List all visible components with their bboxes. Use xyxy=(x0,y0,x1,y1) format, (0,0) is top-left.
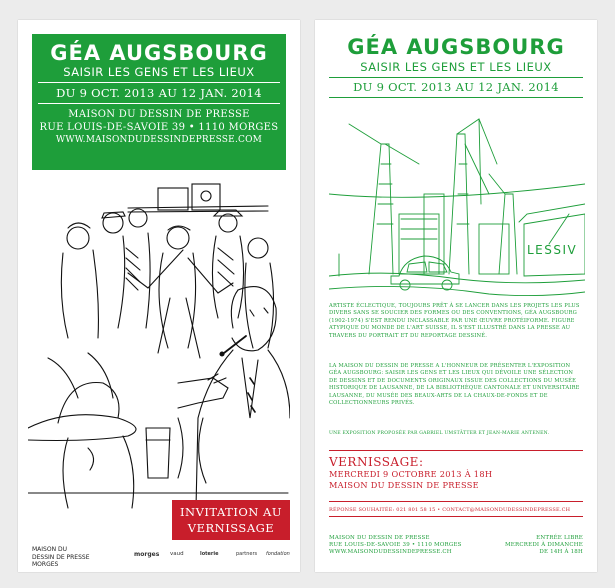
vernissage-date: MERCREDI 9 OCTOBRE 2013 À 18H xyxy=(329,469,493,479)
crowd-sketch-illustration xyxy=(28,178,290,518)
footer-line3: MORGES xyxy=(32,561,59,568)
exhibition-dates: DU 9 OCT. 2013 AU 12 JAN. 2014 xyxy=(56,86,262,100)
footer-line1: MAISON DU xyxy=(32,546,67,553)
sponsor-logos xyxy=(128,551,288,561)
venue-url: WWW.MAISONDUDESSINDEPRESSE.COM xyxy=(55,135,263,145)
exhibition-credits: UNE EXPOSITION PROPOSÉE PAR GABRIEL UMSTÄTTER ET JEAN-MARIE ANTENEN. xyxy=(329,431,550,436)
invitation-back xyxy=(315,20,597,572)
footer-entry: ENTRÉE LIBRE xyxy=(536,535,583,541)
vernissage-title: VERNISSAGE: xyxy=(329,455,424,469)
red-divider xyxy=(329,501,583,502)
footer-line2: DESSIN DE PRESSE xyxy=(32,553,90,561)
divider xyxy=(38,82,280,83)
exhibition-subtitle: SAISIR LES GENS ET LES LIEUX xyxy=(360,60,552,74)
invitation-line2: VERNISSAGE xyxy=(187,521,275,535)
exhibition-paragraph: LA MAISON DU DESSIN DE PRESSE A L'HONNEUR DE PRÉSENTER L'EXPOSITION GÉA AUGSBOURG: SAISIR LES GENS ET LES LIEUX QUI DÉVOILE UNE SÉLECTION DE DESSINS ET DE DOCUMENTS ORIGINAUX ISSUE DES COLLECTIONS DU MUSÉE HISTORIQUE DE LAUSANNE, DE LA BIBLIOTHÈQUE CANTONALE ET UNIVERSITAIRE LAUSANNE, DU MUSÉE DES BEAUX-ARTS DE LA CHAUX-DE-FONDS ET DE COLLECTIONNEURS PRIVÉS. xyxy=(329,363,580,407)
exhibition-title: GÉA AUGSBOURG xyxy=(347,35,565,59)
divider xyxy=(329,97,583,98)
exhibition-subtitle: SAISIR LES GENS ET LES LIEUX xyxy=(63,65,255,79)
footer-hours: DE 14H À 18H xyxy=(539,549,583,556)
exhibition-title: GÉA AUGSBOURG xyxy=(50,41,268,65)
front-footer xyxy=(32,546,122,569)
logo-loterie: loterie xyxy=(200,551,219,557)
logo-vaud: vaud xyxy=(170,551,184,557)
logo-fondation: fondation xyxy=(266,551,290,557)
red-divider xyxy=(329,516,583,517)
venue-name: MAISON DU DESSIN DE PRESSE xyxy=(68,109,250,120)
vernissage-place: MAISON DU DESSIN DE PRESSE xyxy=(329,479,479,490)
back-footer-address xyxy=(329,535,489,557)
exhibition-dates: DU 9 OCT. 2013 AU 12 JAN. 2014 xyxy=(353,80,559,94)
illustration-sign-text: LESSIV xyxy=(527,243,578,257)
footer-url: WWW.MAISONDUDESSINDEPRESSE.CH xyxy=(329,549,452,556)
red-divider xyxy=(329,450,583,451)
divider xyxy=(38,103,280,104)
title-block xyxy=(32,34,286,170)
vernissage-block xyxy=(329,455,583,490)
logo-partners: partners xyxy=(236,551,258,557)
logo-morges: morges xyxy=(134,551,160,558)
harbor-sketch-illustration xyxy=(329,104,585,300)
footer-address: RUE LOUIS-DE-SAVOIE 39 • 1110 MORGES xyxy=(329,542,462,549)
invitation-front xyxy=(18,20,300,572)
bio-paragraph: ARTISTE ÉCLECTIQUE, TOUJOURS PRÊT À SE LANCER DANS LES PROJETS LES PLUS DIVERS SANS SE SOUCIER DES FORMES OU DES CONVENTIONS, GÉA AUGSBOURG (1902-1974) S'EST RENDU INCLASSABLE PAR UNE ŒUVRE PROTÉIFORME. FIGURE ATYPIQUE DU MONDE DE L'ART SUISSE, IL S'EST ILLUSTRÉ DANS LA PRESSE AU TRAVERS DU PORTRAIT ET DU REPORTAGE DESSINÉ. xyxy=(329,303,580,339)
rsvp-contact: RÉPONSE SOUHAITÉE: 021 801 58 15 • CONTACT@MAISONDUDESSINDEPRESSE.CH xyxy=(329,507,571,513)
divider xyxy=(329,77,583,78)
footer-days: MERCREDI À DIMANCHE xyxy=(504,542,583,549)
footer-venue: MAISON DU DESSIN DE PRESSE xyxy=(329,535,430,541)
invitation-line1: INVITATION AU xyxy=(179,505,283,519)
back-footer-hours xyxy=(485,535,583,557)
invitation-badge xyxy=(172,500,290,540)
venue-address: RUE LOUIS-DE-SAVOIE 39 • 1110 MORGES xyxy=(39,122,279,133)
